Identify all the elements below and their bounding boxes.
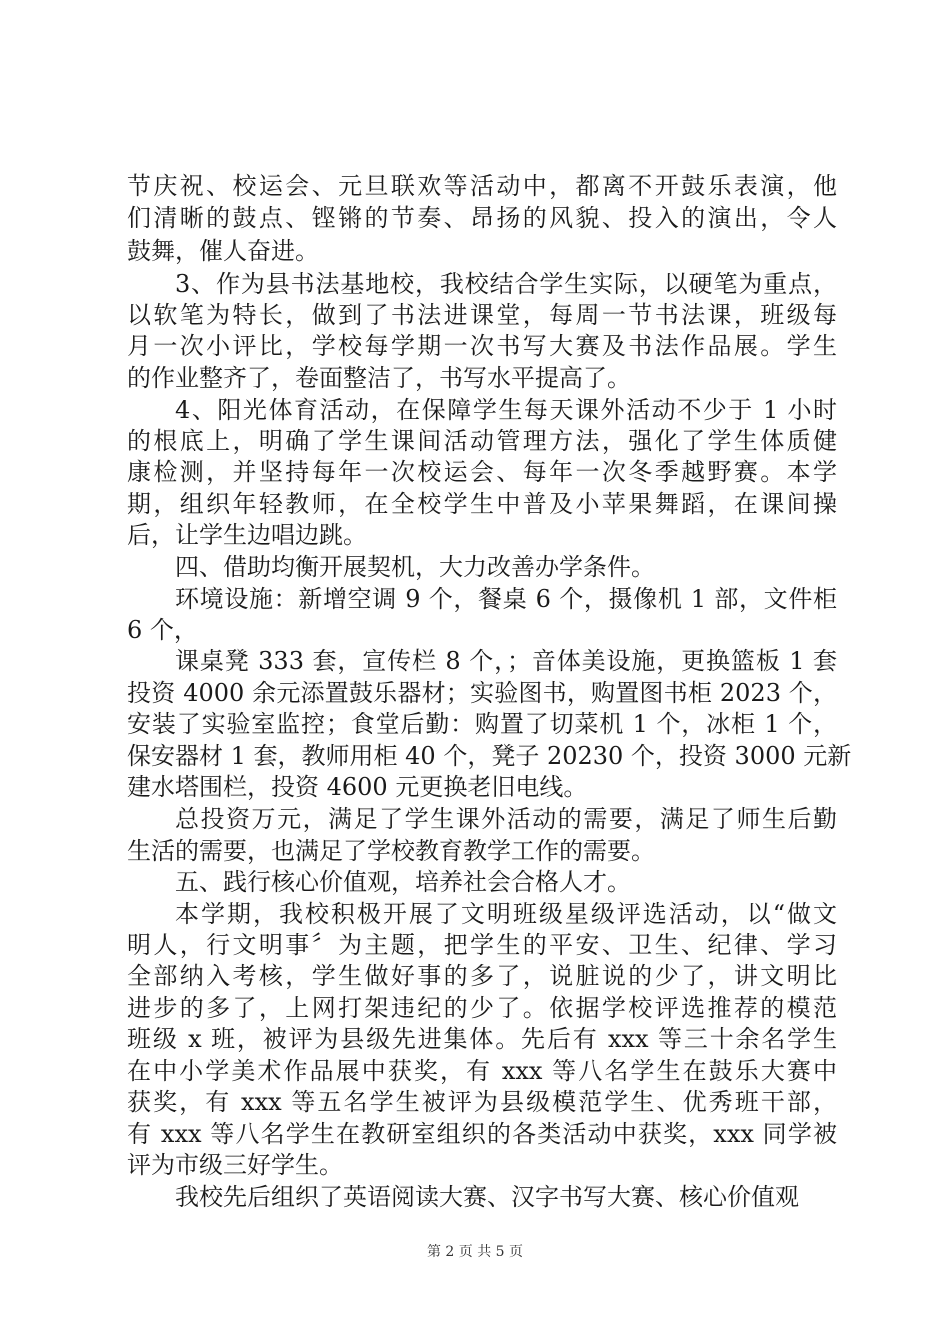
page-footer: 第 2 页 共 5 页	[426, 1244, 524, 1260]
text-line: 康检测，并坚持每年一次校运会、每年一次冬季越野赛。本学	[127, 458, 837, 486]
text-line: 以软笔为特长，做到了书法进课堂，每周一节书法课，班级每	[127, 301, 837, 329]
text-line: 环境设施：新增空调 9 个，餐桌 6 个，摄像机 1 部，文件柜	[175, 585, 837, 613]
text-line: 的作业整齐了，卷面整洁了，书写水平提高了。	[127, 364, 631, 392]
text-line: 本学期，我校积极开展了文明班级星级评选活动，以“做文	[175, 900, 837, 928]
text-line: 我校先后组织了英语阅读大赛、汉字书写大赛、核心价值观	[175, 1183, 799, 1211]
text-line: 节庆祝、校运会、元旦联欢等活动中，都离不开鼓乐表演，他	[127, 172, 837, 200]
text-line: 进步的多了，上网打架违纪的少了。依据学校评选推荐的模范	[127, 994, 837, 1022]
text-line: 班级 x 班，被评为县级先进集体。先后有 xxx 等三十余名学生	[127, 1025, 837, 1053]
text-line: 明人，行文明事〞为主题，把学生的平安、卫生、纪律、学习	[127, 931, 837, 959]
text-line: 3、作为县书法基地校，我校结合学生实际，以硬笔为重点，	[175, 270, 837, 298]
text-line: 评为市级三好学生。	[127, 1151, 343, 1179]
text-line: 生活的需要，也满足了学校教育教学工作的需要。	[127, 837, 655, 865]
text-line: 期，组织年轻教师，在全校学生中普及小苹果舞蹈，在课间操	[127, 490, 837, 518]
text-line: 月一次小评比，学校每学期一次书写大赛及书法作品展。学生	[127, 332, 837, 360]
text-line: 的根底上，明确了学生课间活动管理方法，强化了学生体质健	[127, 427, 837, 455]
text-line: 全部纳入考核，学生做好事的多了，说脏说的少了，讲文明比	[127, 962, 837, 990]
text-line: 4、阳光体育活动，在保障学生每天课外活动不少于 1 小时	[175, 396, 837, 424]
text-line: 们清晰的鼓点、铿锵的节奏、昂扬的风貌、投入的演出，令人	[127, 204, 837, 232]
text-line: 在中小学美术作品展中获奖，有 xxx 等八名学生在鼓乐大赛中	[127, 1057, 837, 1085]
text-line: 有 xxx 等八名学生在教研室组织的各类活动中获奖，xxx 同学被	[127, 1120, 837, 1148]
text-line: 鼓舞，催人奋进。	[127, 237, 319, 265]
text-line: 保安器材 1 套，教师用柜 40 个，凳子 20230 个，投资 3000 元新	[127, 742, 852, 770]
text-line: 投资 4000 余元添置鼓乐器材；实验图书，购置图书柜 2023 个，	[127, 679, 837, 707]
text-line: 四、借助均衡开展契机，大力改善办学条件。	[175, 553, 655, 581]
text-line: 建水塔围栏，投资 4600 元更换老旧电线。	[127, 773, 588, 801]
text-line: 五、践行核心价值观，培养社会合格人才。	[175, 868, 631, 896]
text-line: 安装了实验室监控；食堂后勤：购置了切菜机 1 个，冰柜 1 个，	[127, 710, 837, 738]
text-line: 总投资万元，满足了学生课外活动的需要，满足了师生后勤	[175, 805, 837, 833]
text-line: 后，让学生边唱边跳。	[127, 521, 367, 549]
text-line: 6 个，	[127, 616, 198, 644]
text-line: 课桌凳 333 套，宣传栏 8 个，；音体美设施，更换篮板 1 套	[175, 647, 837, 675]
text-line: 获奖，有 xxx 等五名学生被评为县级模范学生、优秀班干部，	[127, 1088, 837, 1116]
